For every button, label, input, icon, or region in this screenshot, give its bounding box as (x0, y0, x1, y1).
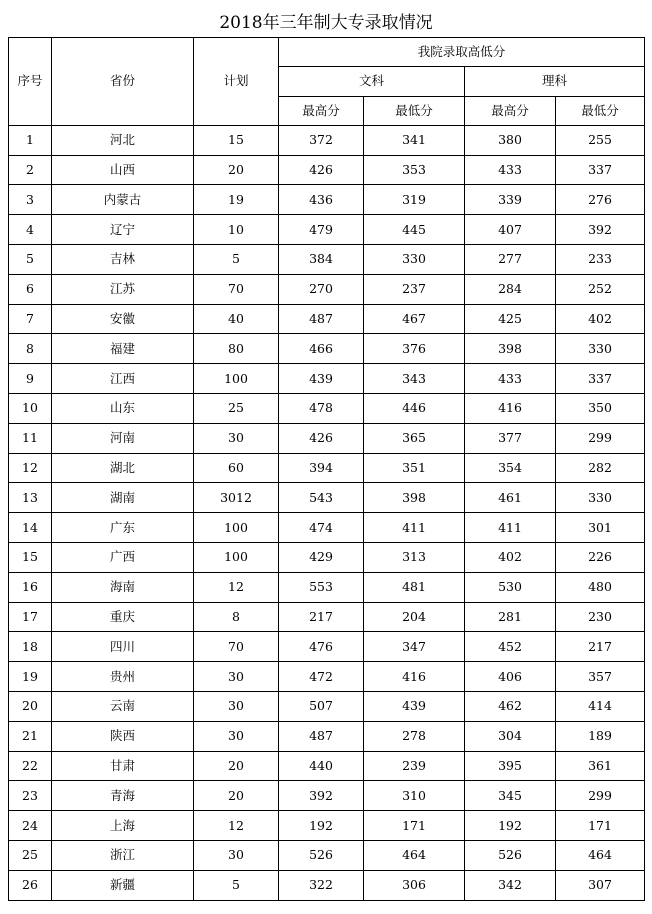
cell-science-min: 307 (556, 870, 645, 900)
table-row (9, 334, 645, 364)
cell-science-min: 276 (556, 185, 645, 215)
cell-science-max: 461 (465, 483, 556, 513)
table-row (9, 185, 645, 215)
table-row (9, 453, 645, 483)
cell-arts-max: 440 (279, 751, 364, 781)
header-arts-max: 最高分 (279, 96, 364, 125)
header-province: 省份 (52, 38, 194, 126)
cell-province: 山东 (52, 394, 194, 424)
table-row (9, 870, 645, 900)
cell-index: 25 (9, 841, 52, 871)
cell-science-max: 354 (465, 453, 556, 483)
cell-science-min: 217 (556, 632, 645, 662)
table-row (9, 125, 645, 155)
cell-arts-min: 347 (364, 632, 465, 662)
table-row (9, 364, 645, 394)
cell-province: 浙江 (52, 841, 194, 871)
cell-arts-min: 365 (364, 423, 465, 453)
cell-arts-max: 553 (279, 572, 364, 602)
cell-province: 广西 (52, 543, 194, 573)
cell-arts-min: 445 (364, 215, 465, 245)
page-title: 2018年三年制大专录取情况 (219, 13, 433, 33)
cell-science-max: 284 (465, 274, 556, 304)
cell-science-max: 304 (465, 721, 556, 751)
cell-plan: 20 (194, 751, 279, 781)
cell-arts-max: 507 (279, 692, 364, 722)
cell-province: 甘肃 (52, 751, 194, 781)
cell-arts-min: 467 (364, 304, 465, 334)
cell-science-min: 392 (556, 215, 645, 245)
cell-arts-max: 478 (279, 394, 364, 424)
cell-science-min: 464 (556, 841, 645, 871)
cell-index: 16 (9, 572, 52, 602)
table-row (9, 751, 645, 781)
cell-plan: 70 (194, 274, 279, 304)
table-row (9, 274, 645, 304)
cell-arts-min: 353 (364, 155, 465, 185)
table-row (9, 483, 645, 513)
cell-science-min: 414 (556, 692, 645, 722)
cell-arts-min: 330 (364, 245, 465, 275)
table-row (9, 215, 645, 245)
cell-science-min: 361 (556, 751, 645, 781)
header-index: 序号 (9, 38, 52, 126)
cell-arts-max: 439 (279, 364, 364, 394)
cell-province: 河北 (52, 125, 194, 155)
cell-index: 6 (9, 274, 52, 304)
cell-plan: 80 (194, 334, 279, 364)
cell-science-min: 301 (556, 513, 645, 543)
cell-arts-min: 411 (364, 513, 465, 543)
cell-plan: 12 (194, 572, 279, 602)
cell-province: 青海 (52, 781, 194, 811)
cell-science-max: 530 (465, 572, 556, 602)
cell-science-max: 452 (465, 632, 556, 662)
cell-index: 26 (9, 870, 52, 900)
cell-science-min: 330 (556, 483, 645, 513)
cell-index: 3 (9, 185, 52, 215)
cell-plan: 25 (194, 394, 279, 424)
cell-science-max: 281 (465, 602, 556, 632)
cell-arts-min: 204 (364, 602, 465, 632)
cell-science-min: 230 (556, 602, 645, 632)
cell-index: 12 (9, 453, 52, 483)
table-row (9, 513, 645, 543)
cell-arts-min: 351 (364, 453, 465, 483)
table-row (9, 811, 645, 841)
cell-arts-max: 526 (279, 841, 364, 871)
cell-science-max: 411 (465, 513, 556, 543)
cell-arts-min: 239 (364, 751, 465, 781)
cell-province: 安徽 (52, 304, 194, 334)
cell-science-max: 398 (465, 334, 556, 364)
table-row (9, 304, 645, 334)
cell-province: 云南 (52, 692, 194, 722)
table-row (9, 602, 645, 632)
cell-science-max: 342 (465, 870, 556, 900)
cell-index: 14 (9, 513, 52, 543)
cell-science-min: 299 (556, 781, 645, 811)
cell-index: 18 (9, 632, 52, 662)
cell-science-min: 252 (556, 274, 645, 304)
cell-plan: 12 (194, 811, 279, 841)
cell-science-min: 233 (556, 245, 645, 275)
table-row (9, 155, 645, 185)
cell-plan: 30 (194, 721, 279, 751)
header-science-max: 最高分 (465, 96, 556, 125)
cell-plan: 15 (194, 125, 279, 155)
cell-arts-min: 439 (364, 692, 465, 722)
cell-science-max: 433 (465, 155, 556, 185)
cell-arts-max: 394 (279, 453, 364, 483)
cell-arts-max: 487 (279, 721, 364, 751)
cell-province: 山西 (52, 155, 194, 185)
cell-index: 2 (9, 155, 52, 185)
cell-province: 河南 (52, 423, 194, 453)
cell-province: 吉林 (52, 245, 194, 275)
cell-arts-max: 270 (279, 274, 364, 304)
header-science: 理科 (465, 67, 645, 96)
table-row (9, 394, 645, 424)
cell-science-max: 345 (465, 781, 556, 811)
cell-province: 湖南 (52, 483, 194, 513)
cell-science-min: 357 (556, 662, 645, 692)
cell-science-min: 337 (556, 364, 645, 394)
table-row (9, 662, 645, 692)
cell-science-min: 350 (556, 394, 645, 424)
table-row (9, 692, 645, 722)
cell-arts-max: 426 (279, 423, 364, 453)
cell-province: 陕西 (52, 721, 194, 751)
cell-plan: 70 (194, 632, 279, 662)
cell-arts-max: 372 (279, 125, 364, 155)
cell-arts-min: 376 (364, 334, 465, 364)
cell-index: 17 (9, 602, 52, 632)
cell-arts-min: 310 (364, 781, 465, 811)
cell-province: 贵州 (52, 662, 194, 692)
cell-science-min: 255 (556, 125, 645, 155)
cell-province: 江苏 (52, 274, 194, 304)
cell-arts-min: 313 (364, 543, 465, 573)
cell-science-max: 416 (465, 394, 556, 424)
cell-province: 湖北 (52, 453, 194, 483)
cell-arts-min: 306 (364, 870, 465, 900)
cell-plan: 100 (194, 513, 279, 543)
cell-science-max: 377 (465, 423, 556, 453)
cell-index: 4 (9, 215, 52, 245)
cell-science-max: 433 (465, 364, 556, 394)
cell-index: 13 (9, 483, 52, 513)
table-row (9, 632, 645, 662)
cell-arts-max: 192 (279, 811, 364, 841)
table-body (9, 38, 645, 901)
cell-science-min: 337 (556, 155, 645, 185)
table-row (9, 841, 645, 871)
cell-index: 22 (9, 751, 52, 781)
cell-plan: 3012 (194, 483, 279, 513)
table-row (9, 423, 645, 453)
cell-science-min: 226 (556, 543, 645, 573)
header-science-min: 最低分 (556, 96, 645, 125)
header-score-group: 我院录取高低分 (279, 38, 645, 67)
cell-science-max: 277 (465, 245, 556, 275)
table-row (9, 721, 645, 751)
cell-arts-min: 237 (364, 274, 465, 304)
cell-plan: 100 (194, 543, 279, 573)
cell-science-max: 339 (465, 185, 556, 215)
cell-science-max: 395 (465, 751, 556, 781)
cell-science-min: 299 (556, 423, 645, 453)
cell-plan: 30 (194, 662, 279, 692)
cell-plan: 8 (194, 602, 279, 632)
cell-plan: 30 (194, 423, 279, 453)
cell-arts-max: 384 (279, 245, 364, 275)
cell-index: 10 (9, 394, 52, 424)
cell-science-max: 402 (465, 543, 556, 573)
cell-index: 24 (9, 811, 52, 841)
cell-science-min: 189 (556, 721, 645, 751)
cell-province: 江西 (52, 364, 194, 394)
cell-plan: 60 (194, 453, 279, 483)
table-row (9, 572, 645, 602)
cell-science-max: 380 (465, 125, 556, 155)
cell-index: 15 (9, 543, 52, 573)
cell-plan: 20 (194, 781, 279, 811)
cell-index: 5 (9, 245, 52, 275)
cell-arts-min: 341 (364, 125, 465, 155)
table-row (9, 781, 645, 811)
cell-index: 9 (9, 364, 52, 394)
cell-arts-max: 487 (279, 304, 364, 334)
cell-science-max: 407 (465, 215, 556, 245)
cell-arts-min: 446 (364, 394, 465, 424)
cell-plan: 5 (194, 870, 279, 900)
cell-science-max: 462 (465, 692, 556, 722)
cell-province: 重庆 (52, 602, 194, 632)
admission-table (8, 37, 645, 901)
cell-arts-max: 474 (279, 513, 364, 543)
cell-index: 20 (9, 692, 52, 722)
cell-province: 海南 (52, 572, 194, 602)
cell-arts-max: 472 (279, 662, 364, 692)
cell-science-min: 282 (556, 453, 645, 483)
header-arts-min: 最低分 (364, 96, 465, 125)
cell-plan: 20 (194, 155, 279, 185)
cell-index: 7 (9, 304, 52, 334)
cell-plan: 100 (194, 364, 279, 394)
header-row-1 (9, 38, 645, 67)
cell-arts-max: 436 (279, 185, 364, 215)
cell-index: 23 (9, 781, 52, 811)
header-arts: 文科 (279, 67, 465, 96)
cell-plan: 40 (194, 304, 279, 334)
cell-arts-max: 466 (279, 334, 364, 364)
cell-science-max: 192 (465, 811, 556, 841)
cell-plan: 30 (194, 692, 279, 722)
cell-arts-max: 543 (279, 483, 364, 513)
cell-arts-min: 319 (364, 185, 465, 215)
header-plan: 计划 (194, 38, 279, 126)
cell-arts-max: 476 (279, 632, 364, 662)
cell-arts-min: 398 (364, 483, 465, 513)
cell-arts-min: 171 (364, 811, 465, 841)
cell-arts-min: 416 (364, 662, 465, 692)
cell-arts-max: 217 (279, 602, 364, 632)
cell-plan: 10 (194, 215, 279, 245)
cell-arts-min: 343 (364, 364, 465, 394)
table-row (9, 245, 645, 275)
cell-province: 新疆 (52, 870, 194, 900)
cell-plan: 30 (194, 841, 279, 871)
table-row (9, 543, 645, 573)
cell-index: 19 (9, 662, 52, 692)
cell-plan: 5 (194, 245, 279, 275)
cell-province: 福建 (52, 334, 194, 364)
cell-index: 21 (9, 721, 52, 751)
cell-arts-min: 464 (364, 841, 465, 871)
cell-science-max: 425 (465, 304, 556, 334)
cell-province: 上海 (52, 811, 194, 841)
cell-province: 广东 (52, 513, 194, 543)
cell-science-min: 402 (556, 304, 645, 334)
cell-science-max: 526 (465, 841, 556, 871)
cell-science-min: 480 (556, 572, 645, 602)
cell-province: 内蒙古 (52, 185, 194, 215)
cell-arts-max: 426 (279, 155, 364, 185)
cell-arts-min: 278 (364, 721, 465, 751)
cell-science-min: 171 (556, 811, 645, 841)
cell-index: 1 (9, 125, 52, 155)
cell-science-max: 406 (465, 662, 556, 692)
cell-arts-max: 429 (279, 543, 364, 573)
cell-province: 辽宁 (52, 215, 194, 245)
cell-arts-min: 481 (364, 572, 465, 602)
cell-index: 8 (9, 334, 52, 364)
cell-index: 11 (9, 423, 52, 453)
cell-plan: 19 (194, 185, 279, 215)
cell-science-min: 330 (556, 334, 645, 364)
cell-province: 四川 (52, 632, 194, 662)
cell-arts-max: 392 (279, 781, 364, 811)
cell-arts-max: 479 (279, 215, 364, 245)
cell-arts-max: 322 (279, 870, 364, 900)
